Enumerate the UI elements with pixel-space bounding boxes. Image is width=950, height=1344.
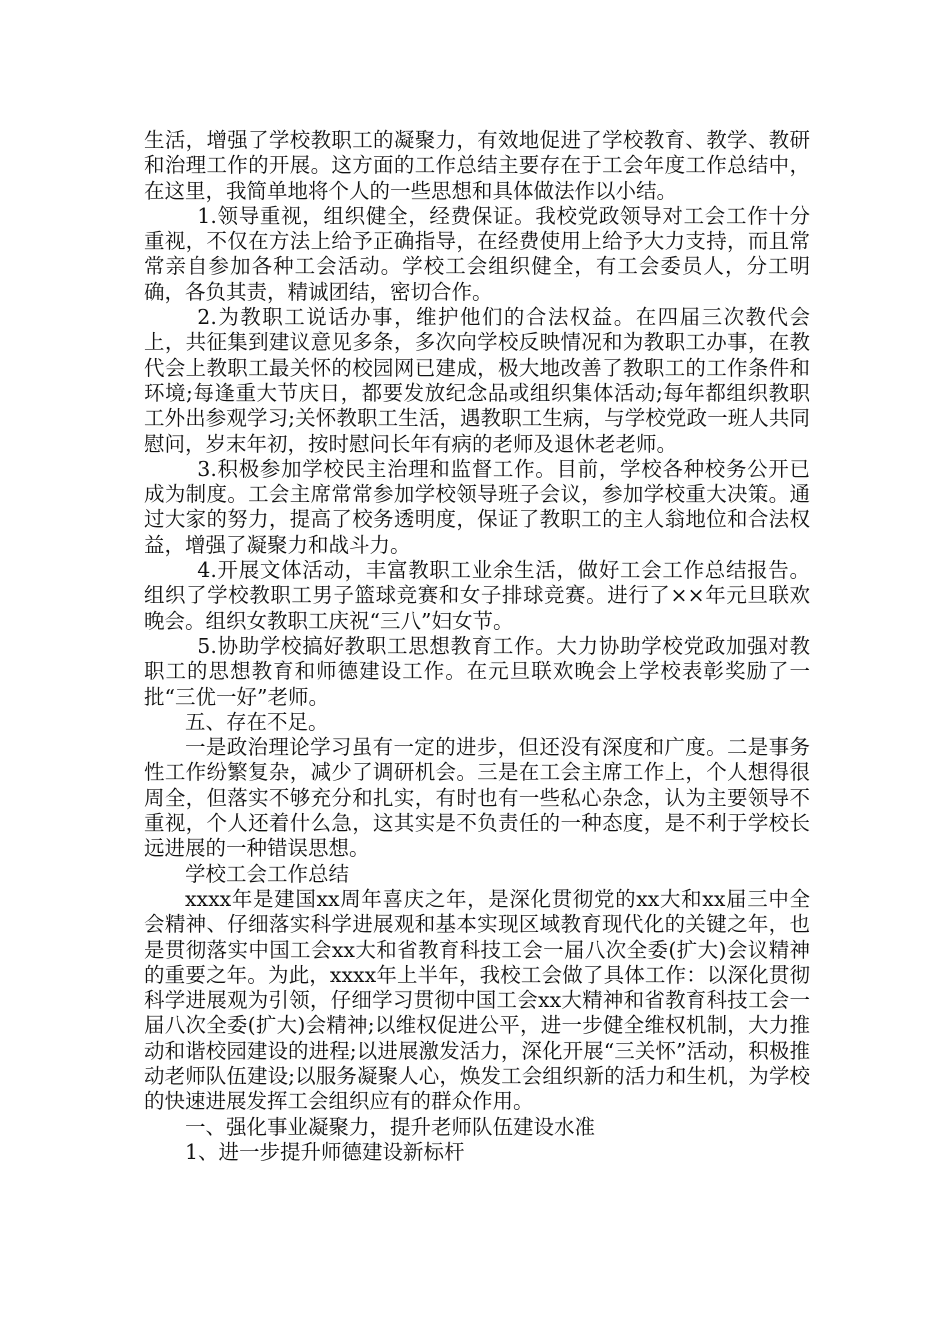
paragraph-item-3: 3.积极参加学校民主治理和监督工作。目前，学校各种校务公开已成为制度。工会主席常常参加学校领导班子会议，参加学校重大决策。通过大家的努力，提高了校务透明度，保证了教职工的主人翁地位和合法权益，增强了凝聚力和战斗力。	[144, 456, 810, 557]
section-heading-shortcomings: 五、存在不足。	[185, 709, 329, 734]
paragraph-item-2: 2.为教职工说话办事，维护他们的合法权益。在四届三次教代会上，共征集到建议意见多条，多次向学校反映情况和为教职工办事，在教代会上教职工最关怀的校园网已建成，极大地改善了教职工的工作条件和环境;每逢重大节庆日，都要发放纪念品或组织集体活动;每年都组织教职工外出参观学习;关怀教职工生活，遇教职工生病，与学校党政一班人共同慰问，岁末年初，按时慰问长年有病的老师及退休老老师。	[144, 305, 810, 456]
subsection-heading-1: 1、进一步提升师德建设新标杆	[185, 1139, 465, 1164]
document-subtitle: 学校工会工作总结	[185, 861, 349, 886]
paragraph-item-5: 5.协助学校搞好教职工思想教育工作。大力协助学校党政加强对教职工的思想教育和师德建设工作。在元旦联欢晚会上学校表彰奖励了一批“三优一好”老师。	[144, 633, 810, 709]
paragraph-item-4: 4.开展文体活动，丰富教职工业余生活，做好工会工作总结报告。组织了学校教职工男子篮球竞赛和女子排球竞赛。进行了××年元旦联欢晚会。组织女教职工庆祝“三八”妇女节。	[144, 558, 810, 633]
document-page	[144, 128, 810, 1165]
paragraph-item-1: 1.领导重视，组织健全，经费保证。我校党政领导对工会工作十分重视，不仅在方法上给予正确指导，在经费使用上给予大力支持，而且常常亲自参加各种工会活动。学校工会组织健全，有工会委员人，分工明确，各负其责，精诚团结，密切合作。	[144, 203, 810, 304]
paragraph-shortcomings: 一是政治理论学习虽有一定的进步，但还没有深度和广度。二是事务性工作纷繁复杂，减少了调研机会。三是在工会主席工作上，个人想得很周全，但落实不够充分和扎实，有时也有一些私心杂念，认为主要领导不重视，个人还着什么急，这其实是不负责任的一种态度，是不利于学校长远进展的一种错误思想。	[144, 735, 810, 861]
paragraph-continuation: 生活，增强了学校教职工的凝聚力，有效地促进了学校教育、教学、教研和治理工作的开展。这方面的工作总结主要存在于工会年度工作总结中，在这里，我简单地将个人的一些思想和具体做法作以小结。	[144, 128, 810, 203]
paragraph-intro: xxxx年是建国xx周年喜庆之年，是深化贯彻党的xx大和xx届三中全会精神、仔细落实科学进展观和基本实现区域教育现代化的关键之年，也是贯彻落实中国工会xx大和省教育科技工会一届八次全委(扩大)会议精神的重要之年。为此，xxxx年上半年，我校工会做了具体工作：以深化贯彻科学进展观为引领，仔细学习贯彻中国工会xx大精神和省教育科技工会一届八次全委(扩大)会精神;以维权促进公平，进一步健全维权机制，大力推动和谐校园建设的进程;以进展激发活力，深化开展“三关怀”活动，积极推动老师队伍建设;以服务凝聚人心，焕发工会组织新的活力和生机，为学校的快速进展发挥工会组织应有的群众作用。	[144, 886, 810, 1114]
section-heading-1: 一、强化事业凝聚力，提升老师队伍建设水准	[185, 1114, 595, 1139]
